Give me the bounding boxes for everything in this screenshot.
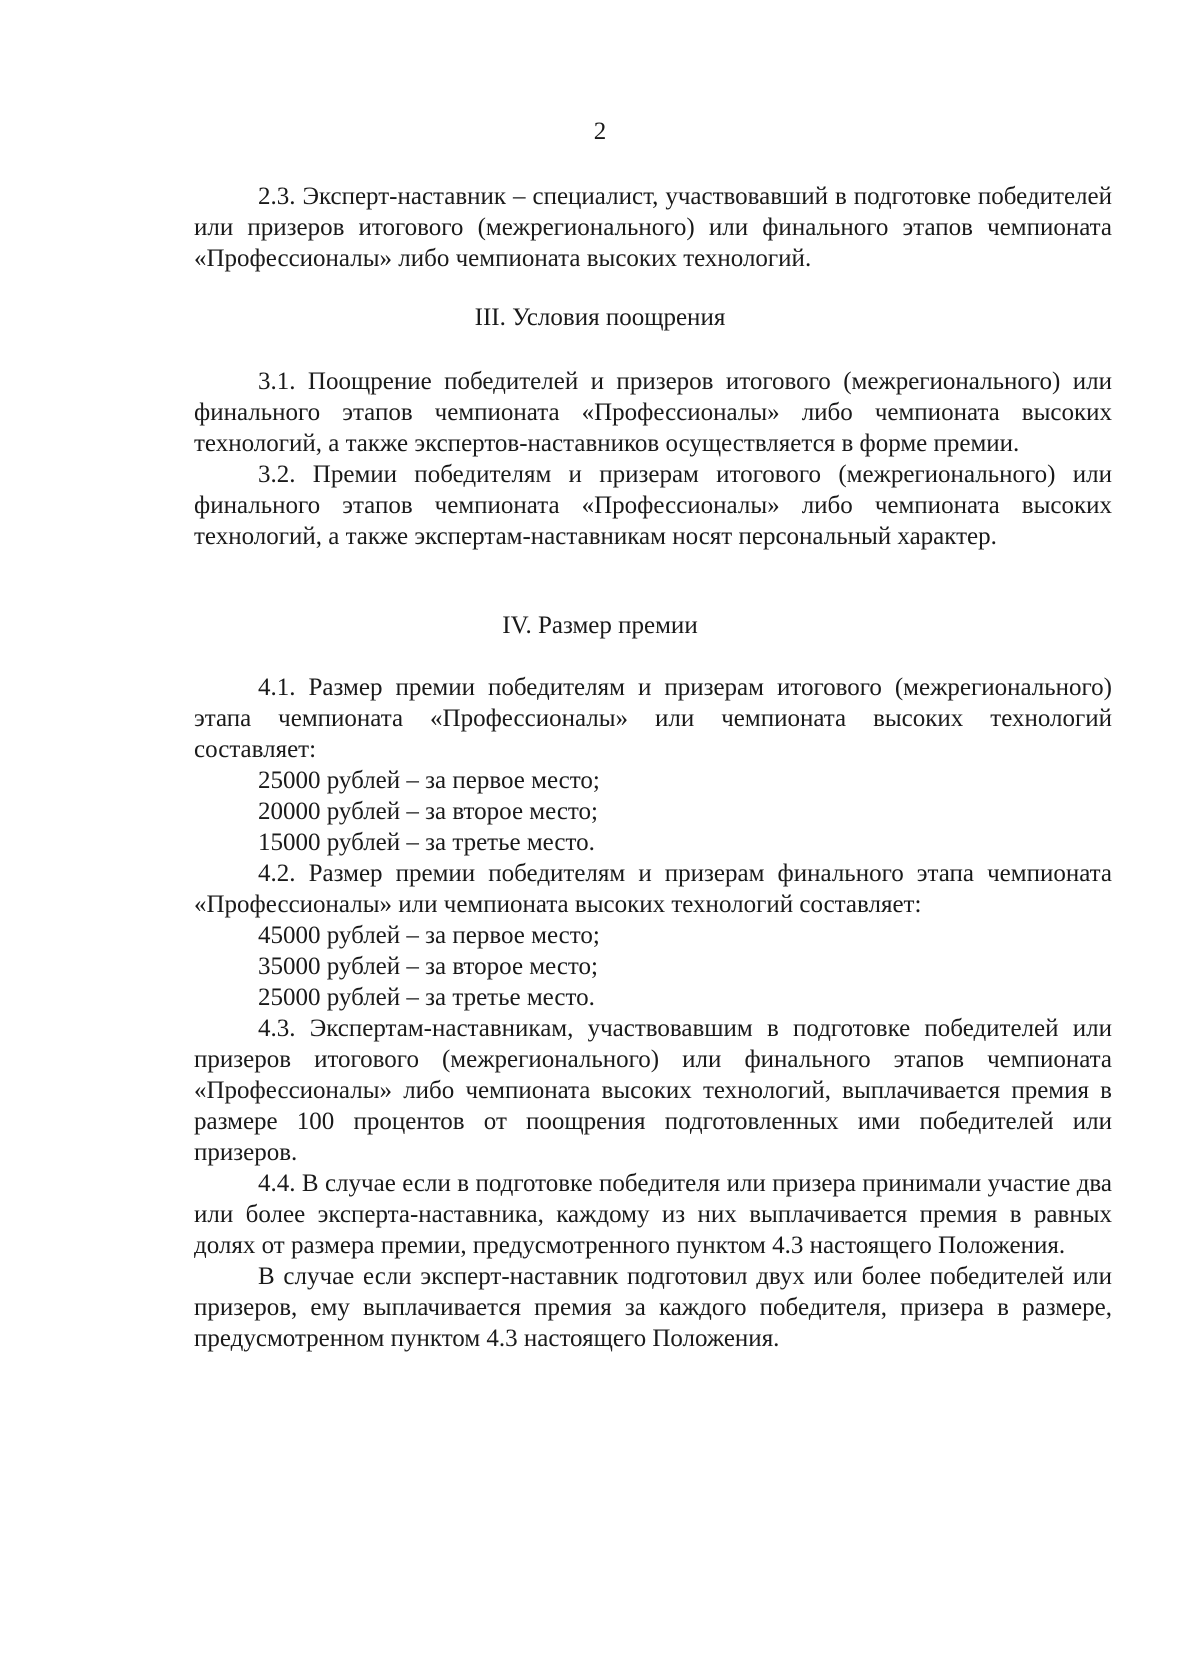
prize-line: 25000 рублей – за третье место.	[258, 984, 595, 1011]
section-4-text	[194, 672, 1112, 1354]
section-4-heading-wrap	[0, 610, 1200, 641]
section-2-text	[194, 181, 1112, 274]
prize-line: 20000 рублей – за второе место;	[258, 798, 598, 825]
section-3-heading-wrap	[0, 302, 1200, 333]
paragraph-4-2: 4.2. Размер премии победителям и призерам финального этапа чемпионата «Профессионалы» или чемпионата высоких технологий составляет:	[194, 860, 1112, 918]
paragraph-3-2: 3.2. Премии победителям и призерам итогового (межрегионального) или финального этапов чемпионата «Профессионалы» либо чемпионата высоких технологий, а также экспертам-наставникам носят персональный характер.	[194, 461, 1112, 550]
prize-line: 45000 рублей – за первое место;	[258, 922, 600, 949]
page-number: 2	[593, 118, 607, 145]
paragraph-3-1: 3.1. Поощрение победителей и призеров итогового (межрегионального) или финального этапов чемпионата «Профессионалы» либо чемпионата высоких технологий, а также экспертов-наставников осуществляется в форме премии.	[194, 368, 1112, 457]
prize-line: 15000 рублей – за третье место.	[258, 829, 595, 856]
prize-line: 25000 рублей – за первое место;	[258, 767, 600, 794]
paragraph-4-3: 4.3. Экспертам-наставникам, участвовавшим в подготовке победителей или призеров итогового (межрегионального) или финального этапов чемпионата «Профессионалы» либо чемпионата высоких технологий, выплачивается премия в размере 100 процентов от поощрения подготовленных ими победителей или призеров.	[194, 1015, 1112, 1166]
section-3-heading: III. Условия поощрения	[474, 304, 726, 331]
paragraph-2-3: 2.3. Эксперт-наставник – специалист, участвовавший в подготовке победителей или призеров итогового (межрегионального) или финального этапов чемпионата «Профессионалы» либо чемпионата высоких технологий.	[194, 183, 1112, 272]
paragraph-4-4-continuation: В случае если эксперт-наставник подготовил двух или более победителей или призеров, ему выплачивается премия за каждого победителя, призера в размере, предусмотренном пунктом 4.3 настоящего Положения.	[194, 1263, 1112, 1352]
section-4-heading: IV. Размер премии	[502, 612, 698, 639]
prize-line: 35000 рублей – за второе место;	[258, 953, 598, 980]
paragraph-4-4: 4.4. В случае если в подготовке победителя или призера принимали участие два или более эксперта-наставника, каждому из них выплачивается премия в равных долях от размера премии, предусмотренного пунктом 4.3 настоящего Положения.	[194, 1170, 1112, 1259]
section-3-text	[194, 366, 1112, 552]
paragraph-4-1: 4.1. Размер премии победителям и призерам итогового (межрегионального) этапа чемпионата «Профессионалы» или чемпионата высоких технологий составляет:	[194, 674, 1112, 763]
